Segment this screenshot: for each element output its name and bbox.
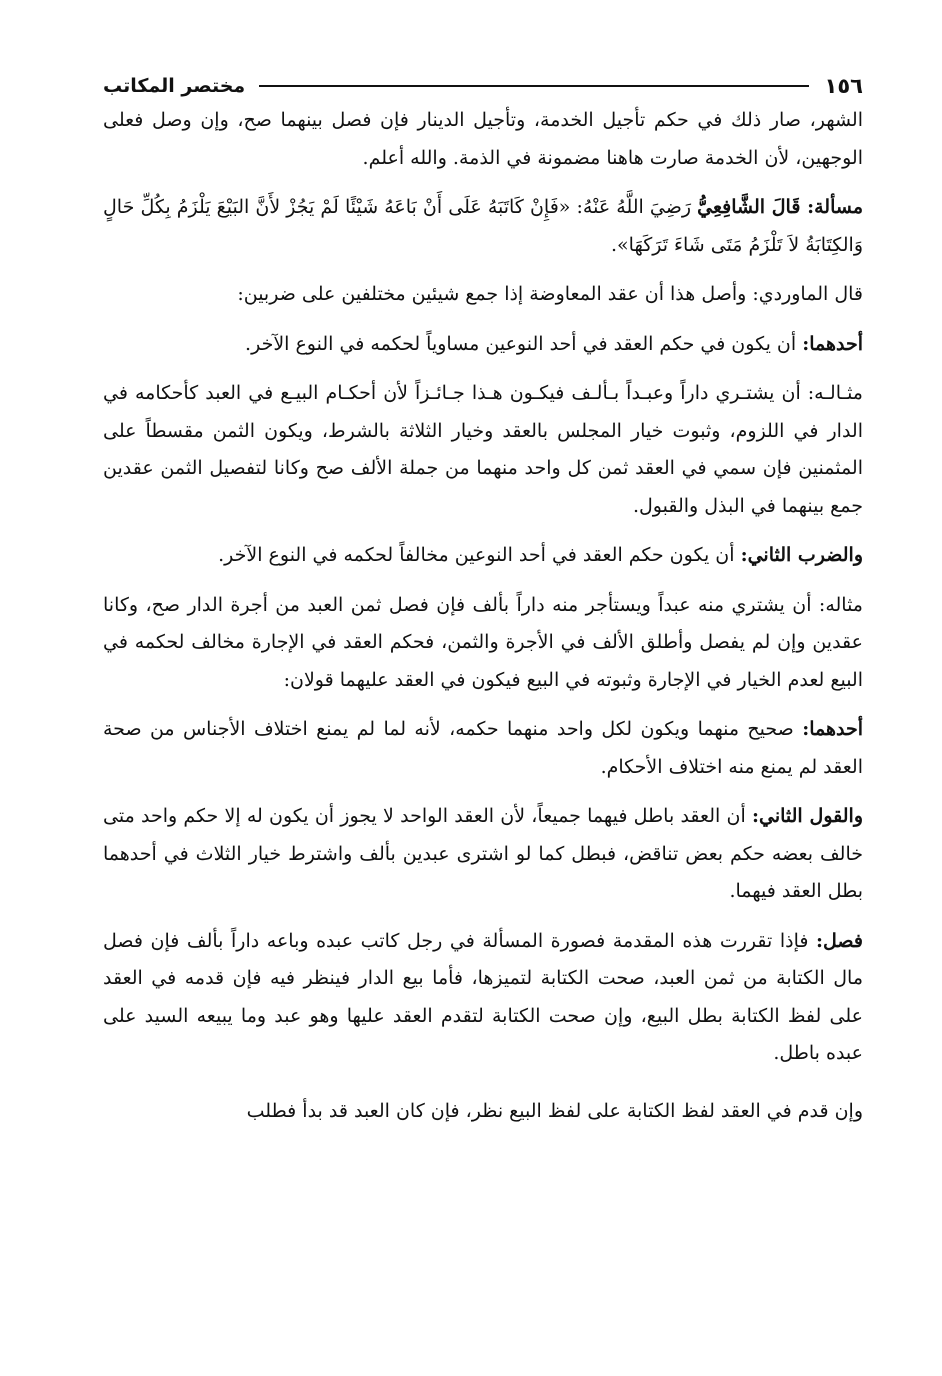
header-rule — [259, 85, 808, 87]
page-number: ١٥٦ — [824, 74, 863, 98]
paragraph-text: أن يكون في حكم العقد في أحد النوعين مساوياً لحكمه في النوع الآخر. — [245, 332, 797, 355]
paragraph-label: مسألة: قَالَ الشَّافِعِيُّ — [697, 196, 863, 218]
paragraph-text: مثاله: أن يشتري منه عبداً ويستأجر منه داراً بألف فإن فصل ثمن العبد من أجرة الدار صح، وكانا عقدين وإن لم يفصل وأطلق الألف في الأجرة والثمن، فحكم العقد في الإجارة مخالف لحكمه في البيع لعدم الخيار في الإجارة وثبوته في البيع فيكون في العقد عليهما قولان: — [103, 593, 863, 691]
paragraph-label: أحدهما: — [802, 718, 863, 740]
paragraph-label: فصل: — [816, 929, 863, 952]
paragraph — [103, 276, 863, 314]
paragraph-text: فإذا تقررت هذه المقدمة فصورة المسألة في رجل كاتب عبده وباعه داراً بألف فإن فصل مال الكتابة من ثمن العبد، صحت الكتابة لتميزها، فأما بيع الدار فينظر فيه فإن قدمه في العقد على لفظ الكتابة بطل البيع، وإن صحت الكتابة لتقدم العقد عليها وهو عبد وما يبيعه السيد على عبده باطل. — [103, 929, 863, 1064]
paragraph — [103, 798, 863, 911]
paragraph-text: وإن قدم في العقد لفظ الكتابة على لفظ البيع نظر، فإن كان العبد قد بدأ فطلب — [246, 1099, 863, 1122]
paragraph — [103, 923, 863, 1073]
paragraph-text: أن يكون حكم العقد في أحد النوعين مخالفاً لحكمه في النوع الآخر. — [218, 544, 735, 566]
paragraph — [103, 587, 863, 700]
paragraph-label: والقول الثاني: — [751, 805, 863, 827]
paragraph-label: والضرب الثاني: — [740, 544, 863, 566]
paragraph — [103, 1093, 863, 1131]
paragraph — [103, 711, 863, 786]
paragraph — [103, 189, 863, 264]
page-body — [103, 102, 863, 1130]
paragraph-text: الشهر، صار ذلك في حكم تأجيل الخدمة، وتأجيل الدينار فإن فصل بينهما صح، وإن وصل فعلى الوجهين، لأن الخدمة صارت هاهنا مضمونة في الذمة. والله أعلم. — [103, 109, 864, 169]
paragraph — [103, 537, 863, 575]
paragraph-text: صحيح منهما ويكون لكل واحد منهما حكمه، لأنه لما لم يمنع اختلاف الأجناس من صحة العقد لم يمنع منه اختلاف الأحكام. — [103, 718, 863, 778]
paragraph — [103, 326, 863, 364]
paragraph-text: أن العقد باطل فيهما جميعاً، لأن العقد الواحد لا يجوز أن يكون له إلا حكم واحد متى خالف بعضه حكم بعض تناقض، فبطل كما لو اشترى عبدين بألف واشترط خيار الثلاث في أحدهما بطل العقد فيهما. — [103, 805, 863, 902]
page-header — [103, 70, 863, 102]
running-title: مختصر المكاتب — [103, 75, 246, 97]
paragraph-text: قال الماوردي: وأصل هذا أن عقد المعاوضة إذا جمع شيئين مختلفين على ضربين: — [237, 283, 863, 305]
book-page — [103, 70, 863, 1142]
paragraph — [103, 102, 863, 177]
paragraph-text: رَضِيَ اللَّهُ عَنْهُ: «فَإِنْ كَاتَبَهُ عَلَى أَنْ بَاعَهُ شَيْئًا لَمْ يَجُزْ لأَنَّ البَيْعَ يَلْزَمُ بِكُلِّ حَالٍ وَالكِتَابَةُ لاَ تَلْزَمُ مَتَى شَاءَ تَرَكَهَا». — [103, 196, 863, 256]
paragraph — [103, 375, 863, 525]
paragraph-text: مثـالـه: أن يشتـري داراً وعبـداً بـألـف فيكـون هـذا جـائـزاً لأن أحكـام البيـع في العبد كأحكامه في الدار في اللزوم، وثبوت خيار المجلس بالعقد وخيار الثلاثة بالشرط، ويكون الثمن مقسطاً على المثمنين فإن سمي في العقد ثمن كل واحد منهما من جملة الألف صح وكانا لتفصيل الثمن عقدين جمع بينهما في البذل والقبول. — [103, 382, 863, 517]
paragraph-label: أحدهما: — [802, 332, 863, 355]
